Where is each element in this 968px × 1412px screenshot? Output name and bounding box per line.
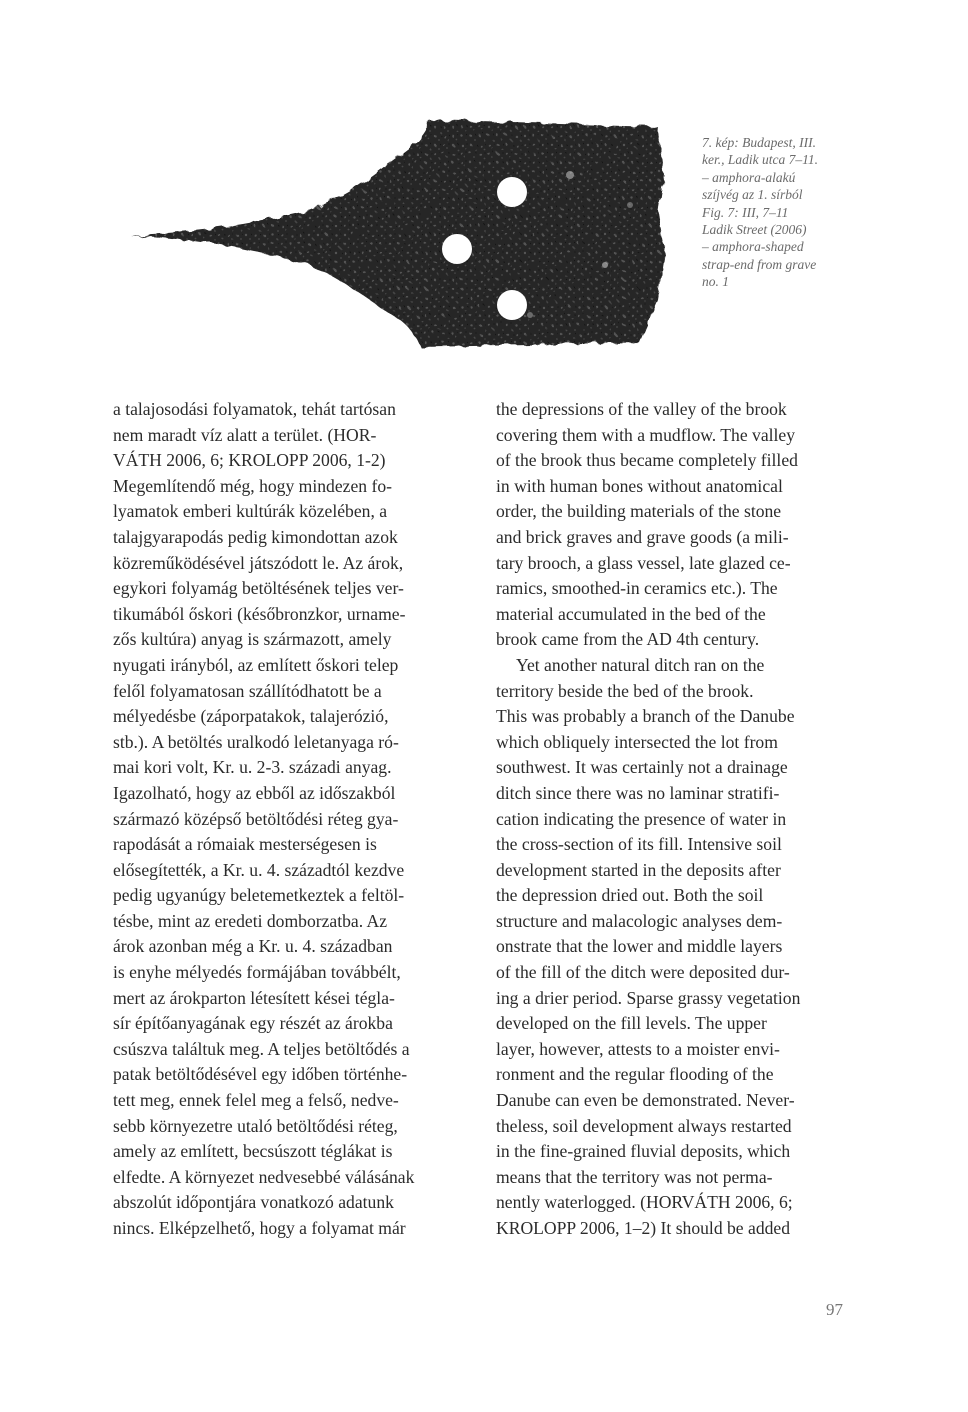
text-line: mai kori volt, Kr. u. 2-3. századi anyag. xyxy=(113,757,392,778)
text-line: mert az árokparton létesített kései tégla- xyxy=(113,987,395,1008)
caption-line: 7. kép: Budapest, III. xyxy=(702,135,816,150)
text-line: sebb környezetre utaló betöltődési réteg, xyxy=(113,1115,398,1136)
text-line: tésbe, mint az eredeti domborzatba. Az xyxy=(113,910,388,931)
text-line: KROLOPP 2006, 1–2) It should be added xyxy=(496,1218,791,1238)
caption-line: – amphora-alakú xyxy=(702,169,796,185)
text-line: layer, however, attests to a moister envi- xyxy=(496,1038,780,1059)
text-line: material accumulated in the bed of the xyxy=(496,603,766,624)
text-line: covering them with a mudflow. The valley xyxy=(496,424,796,445)
caption-line: Ladik Street (2006) xyxy=(702,222,807,238)
text-line: Igazolható, hogy az ebből az időszakból xyxy=(113,782,396,803)
text-line: talajgyarapodás pedig kimondottan azok xyxy=(113,526,398,547)
text-line: of the brook thus became completely filled xyxy=(496,450,798,471)
caption-line: – amphora-shaped xyxy=(702,239,804,255)
text-line: onstrate that the lower and middle layers xyxy=(496,936,783,957)
text-line: of the fill of the ditch were deposited dur- xyxy=(496,962,790,983)
caption-line: szíjvég az 1. sírból xyxy=(702,187,803,203)
text-line: This was probably a branch of the Danube xyxy=(496,706,795,727)
text-line: ditch since there was no laminar stratifi- xyxy=(496,782,780,803)
text-line: abszolút időpontjára vonatkozó adatunk xyxy=(113,1192,394,1213)
text-line: zős kultúra) anyag is származott, amely xyxy=(113,629,392,650)
text-line: theless, soil development always restarted xyxy=(496,1115,792,1136)
artifact-photo xyxy=(100,115,690,355)
text-line: territory beside the bed of the brook. xyxy=(496,680,754,701)
text-line: sír építőanyagának egy részét az árokba xyxy=(113,1013,393,1034)
text-line: elősegítették, a Kr. u. 4. századtól kezdve xyxy=(113,859,405,880)
text-line: developed on the fill levels. The upper xyxy=(496,1013,767,1034)
page-number: 97 xyxy=(826,1300,843,1319)
text-line: in with human bones without anatomical xyxy=(496,475,783,496)
text-line: structure and malacologic analyses dem- xyxy=(496,910,783,931)
text-line: közreműködésével játszódott le. Az árok, xyxy=(113,552,404,573)
hungarian-text-column xyxy=(113,397,463,1242)
text-line: nem maradt víz alatt a terület. (HOR- xyxy=(113,424,377,445)
caption-line: no. 1 xyxy=(702,274,729,290)
figure-caption xyxy=(702,134,862,291)
text-line: a talajosodási folyamatok, tehát tartósan xyxy=(113,399,396,419)
text-line: is enyhe mélyedés formájában továbbélt, xyxy=(113,962,401,983)
caption-line: strap-end from grave xyxy=(702,256,817,272)
text-line: the cross-section of its fill. Intensive soil xyxy=(496,834,782,855)
text-line: cation indicating the presence of water in xyxy=(496,808,787,829)
english-text-column xyxy=(496,397,846,1242)
text-line: Yet another natural ditch ran on the xyxy=(516,654,765,675)
text-line: ing a drier period. Sparse grassy vegetation xyxy=(496,987,801,1008)
text-line: patak betöltődésével egy időben történhe- xyxy=(113,1064,408,1085)
text-line: tett meg, ennek felel meg a felső, nedve- xyxy=(113,1090,399,1111)
text-line: development started in the deposits after xyxy=(496,859,781,880)
text-line: Danube can even be demonstrated. Never- xyxy=(496,1090,795,1111)
text-line: mélyedésbe (záporpatakok, talajerózió, xyxy=(113,706,389,727)
text-line: ronment and the regular flooding of the xyxy=(496,1064,774,1085)
text-line: brook came from the AD 4th century. xyxy=(496,629,760,650)
text-line: Megemlítendő még, hogy mindezen fo- xyxy=(113,475,392,496)
text-line: nently waterlogged. (HORVÁTH 2006, 6; xyxy=(496,1192,793,1213)
text-line: árok azonban még a Kr. u. 4. században xyxy=(113,936,393,957)
text-line: the depression dried out. Both the soil xyxy=(496,885,764,906)
text-line: stb.). A betöltés uralkodó leletanyaga ró- xyxy=(113,731,399,752)
text-line: which obliquely intersected the lot from xyxy=(496,731,778,752)
amphora-strap-end-image xyxy=(100,115,690,355)
text-line: rapodását a rómaiak mesterségesen is xyxy=(113,834,377,855)
text-line: tikumából őskori (későbronzkor, urname- xyxy=(113,603,406,624)
text-line: származó középső betöltődési réteg gya- xyxy=(113,808,399,829)
text-line: amely az említett, becsúszott téglákat is xyxy=(113,1141,393,1162)
text-line: in the fine-grained fluvial deposits, which xyxy=(496,1141,791,1162)
text-line: nincs. Elképzelhető, hogy a folyamat már xyxy=(113,1218,406,1238)
text-line: egykori folyamág betöltésének teljes ver- xyxy=(113,578,404,599)
text-line: csúszva találtuk meg. A teljes betöltődés a xyxy=(113,1038,410,1059)
text-line: felől folyamatosan szállítódhatott be a xyxy=(113,680,382,701)
text-line: tary brooch, a glass vessel, late glazed ce- xyxy=(496,552,791,573)
text-line: VÁTH 2006, 6; KROLOPP 2006, 1-2) xyxy=(113,450,386,471)
text-line: ramics, smoothed-in ceramics etc.). The xyxy=(496,578,778,599)
caption-line: ker., Ladik utca 7–11. xyxy=(702,152,818,168)
text-line: southwest. It was certainly not a drainage xyxy=(496,757,788,778)
text-line: elfedte. A környezet nedvesebbé válásának xyxy=(113,1166,415,1187)
text-line: the depressions of the valley of the brook xyxy=(496,399,787,419)
text-line: nyugati irányból, az említett őskori telep xyxy=(113,654,399,675)
text-line: and brick graves and grave goods (a mili- xyxy=(496,526,789,547)
text-line: lyamatok emberi kultúrák közelében, a xyxy=(113,501,388,522)
text-line: pedig ugyanúgy beletemetkeztek a feltöl- xyxy=(113,885,405,906)
text-line: means that the territory was not perma- xyxy=(496,1166,773,1187)
text-line: order, the building materials of the stone xyxy=(496,501,782,522)
caption-line: Fig. 7: III, 7–11 xyxy=(702,204,789,220)
